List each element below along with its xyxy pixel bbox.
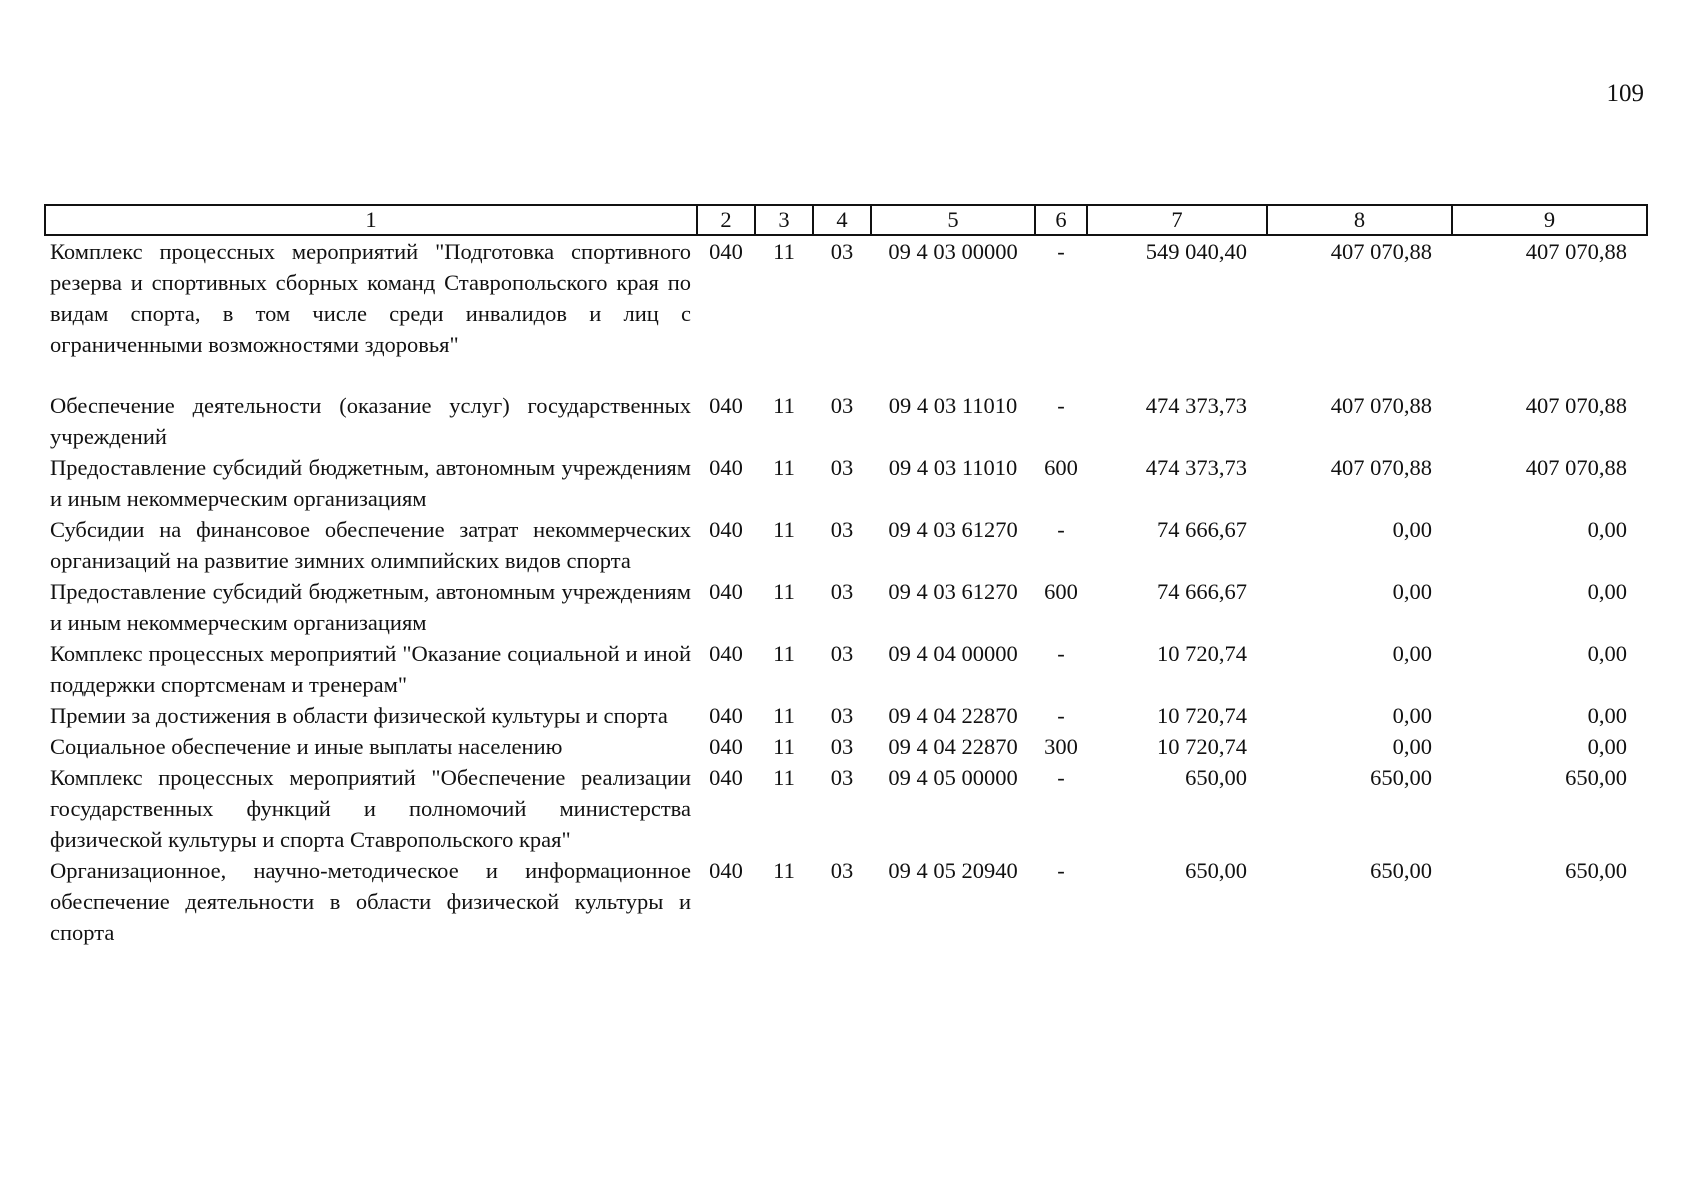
row-amount-9: 650,00 (1565, 765, 1627, 790)
row-name: Организационное, научно-методическое и информационное обеспечение деятельности в области физической культуры и спорта (50, 858, 691, 945)
row-amount-8: 0,00 (1392, 703, 1432, 728)
row-ministry-code: 040 (709, 393, 743, 418)
row-expense-type: - (1057, 703, 1065, 728)
row-expense-type: - (1057, 239, 1065, 264)
row-name: Комплекс процессных мероприятий "Обеспечение реализации государственных функций и полномочий министерства физической культуры и спорта Ставропольского края" (50, 765, 691, 852)
row-ministry-code: 040 (709, 641, 743, 666)
row-subsection: 03 (830, 641, 854, 666)
row-expense-type: 600 (1044, 579, 1078, 604)
row-section: 11 (773, 393, 795, 418)
row-amount-9: 0,00 (1587, 703, 1627, 728)
row-expense-type: - (1057, 765, 1065, 790)
table-row (45, 855, 1647, 948)
row-expense-type: - (1057, 858, 1065, 883)
row-expense-type: - (1057, 641, 1065, 666)
row-amount-7: 549 040,40 (1145, 239, 1247, 264)
row-amount-7: 10 720,74 (1157, 703, 1247, 728)
header-cell: 3 (755, 205, 813, 235)
row-subsection: 03 (830, 517, 854, 542)
budget-table (44, 204, 1648, 948)
row-expense-type: - (1057, 517, 1065, 542)
row-name: Комплекс процессных мероприятий "Оказание социальной и иной поддержки спортсменам и тренерам" (50, 641, 691, 697)
row-section: 11 (773, 765, 795, 790)
row-amount-9: 0,00 (1587, 579, 1627, 604)
table-row (45, 452, 1647, 514)
row-name: Обеспечение деятельности (оказание услуг) государственных учреждений (50, 393, 691, 449)
row-amount-9: 0,00 (1587, 734, 1627, 759)
row-expense-type: 600 (1044, 455, 1078, 480)
row-amount-8: 407 070,88 (1330, 393, 1432, 418)
row-subsection: 03 (830, 393, 854, 418)
table-row (45, 700, 1647, 731)
row-amount-8: 407 070,88 (1330, 455, 1432, 480)
table-row (45, 731, 1647, 762)
page-number: 109 (1606, 80, 1644, 107)
row-subsection: 03 (830, 579, 854, 604)
row-amount-9: 407 070,88 (1525, 393, 1627, 418)
header-cell: 6 (1035, 205, 1087, 235)
header-cell: 7 (1087, 205, 1267, 235)
row-ministry-code: 040 (709, 734, 743, 759)
row-subsection: 03 (830, 703, 854, 728)
row-ministry-code: 040 (709, 703, 743, 728)
row-amount-7: 474 373,73 (1145, 393, 1247, 418)
row-section: 11 (773, 703, 795, 728)
row-subsection: 03 (830, 734, 854, 759)
row-ministry-code: 040 (709, 858, 743, 883)
row-amount-8: 650,00 (1370, 765, 1432, 790)
row-ministry-code: 040 (709, 239, 743, 264)
table-row (45, 638, 1647, 700)
row-name: Предоставление субсидий бюджетным, автономным учреждениям и иным некоммерческим организациям (50, 579, 691, 635)
row-section: 11 (773, 579, 795, 604)
header-cell: 4 (813, 205, 871, 235)
table-body (45, 235, 1647, 948)
header-cell: 8 (1267, 205, 1452, 235)
row-name: Предоставление субсидий бюджетным, автономным учреждениям и иным некоммерческим организациям (50, 455, 691, 511)
row-expense-type: - (1057, 393, 1065, 418)
row-section: 11 (773, 517, 795, 542)
row-target-article: 09 4 03 11010 (888, 393, 1018, 418)
row-amount-8: 407 070,88 (1330, 239, 1432, 264)
row-name: Комплекс процессных мероприятий "Подготовка спортивного резерва и спортивных сборных команд Ставропольского края по видам спорта, в том числе среди инвалидов и лиц с ограниченными возможностями здоровья" (50, 239, 691, 357)
row-ministry-code: 040 (709, 765, 743, 790)
row-target-article: 09 4 03 61270 (888, 517, 1018, 542)
row-section: 11 (773, 858, 795, 883)
row-name: Социальное обеспечение и иные выплаты населению (50, 734, 563, 759)
row-amount-8: 0,00 (1392, 579, 1432, 604)
row-amount-9: 650,00 (1565, 858, 1627, 883)
header-cell: 2 (697, 205, 755, 235)
header-cell: 5 (871, 205, 1035, 235)
row-target-article: 09 4 05 20940 (888, 858, 1018, 883)
row-amount-7: 474 373,73 (1145, 455, 1247, 480)
row-subsection: 03 (830, 858, 854, 883)
row-section: 11 (773, 455, 795, 480)
header-cell: 1 (45, 205, 697, 235)
row-amount-9: 0,00 (1587, 517, 1627, 542)
row-amount-7: 10 720,74 (1157, 641, 1247, 666)
row-target-article: 09 4 04 22870 (888, 734, 1018, 759)
row-section: 11 (773, 641, 795, 666)
budget-table-container (44, 204, 1646, 948)
row-ministry-code: 040 (709, 517, 743, 542)
row-amount-7: 650,00 (1185, 858, 1247, 883)
row-target-article: 09 4 04 00000 (888, 641, 1018, 666)
row-amount-9: 0,00 (1587, 641, 1627, 666)
row-expense-type: 300 (1044, 734, 1078, 759)
row-name: Субсидии на финансовое обеспечение затрат некоммерческих организаций на развитие зимних олимпийских видов спорта (50, 517, 691, 573)
row-ministry-code: 040 (709, 579, 743, 604)
row-amount-7: 650,00 (1185, 765, 1247, 790)
row-ministry-code: 040 (709, 455, 743, 480)
row-amount-8: 0,00 (1392, 641, 1432, 666)
row-amount-8: 0,00 (1392, 734, 1432, 759)
row-target-article: 09 4 03 00000 (888, 239, 1018, 264)
row-amount-9: 407 070,88 (1525, 239, 1627, 264)
row-subsection: 03 (830, 239, 854, 264)
table-row (45, 576, 1647, 638)
row-amount-7: 10 720,74 (1157, 734, 1247, 759)
row-target-article: 09 4 03 11010 (888, 455, 1018, 480)
row-target-article: 09 4 04 22870 (888, 703, 1018, 728)
table-row (45, 762, 1647, 855)
table-row (45, 390, 1647, 452)
row-subsection: 03 (830, 765, 854, 790)
header-cell: 9 (1452, 205, 1647, 235)
header-row (45, 205, 1647, 235)
row-target-article: 09 4 05 00000 (888, 765, 1018, 790)
row-target-article: 09 4 03 61270 (888, 579, 1018, 604)
row-amount-8: 650,00 (1370, 858, 1432, 883)
row-amount-7: 74 666,67 (1157, 579, 1247, 604)
table-row (45, 514, 1647, 576)
row-subsection: 03 (830, 455, 854, 480)
row-section: 11 (773, 239, 795, 264)
table-header (45, 205, 1647, 235)
row-amount-7: 74 666,67 (1157, 517, 1247, 542)
row-section: 11 (773, 734, 795, 759)
row-name: Премии за достижения в области физической культуры и спорта (50, 703, 668, 728)
row-amount-8: 0,00 (1392, 517, 1432, 542)
row-amount-9: 407 070,88 (1525, 455, 1627, 480)
table-row (45, 235, 1647, 390)
